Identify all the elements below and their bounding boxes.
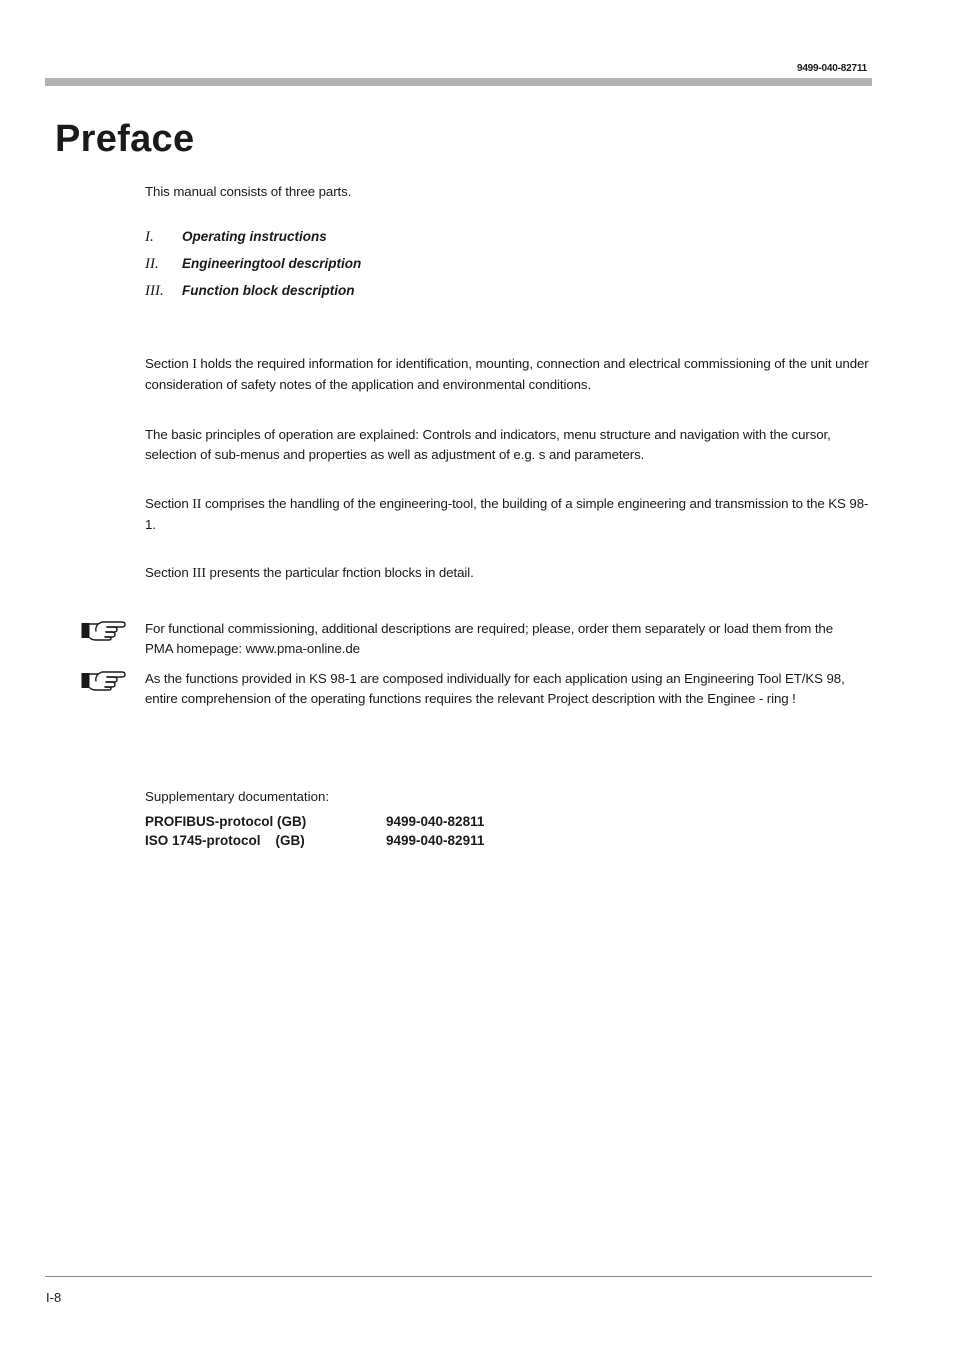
document-number: 9499-040-82711 xyxy=(796,63,867,74)
footer-rule xyxy=(45,1276,872,1277)
paragraph-text: holds the required information for identification, mounting, connection and electrical commissioning of the unit under consideration of safety notes of the application and environmental conditions. xyxy=(145,356,869,392)
part-number: I. xyxy=(145,229,154,245)
section-two-paragraph xyxy=(145,494,873,534)
note-text: As the functions provided in KS 98-1 are composed individually for each application using an Engineering Tool ET/KS 98, entire comprehension of the operating functions requires the relevant Project description with the Enginee - ring ! xyxy=(145,671,845,706)
part-name: Operating instructions xyxy=(182,229,327,244)
part-name: Engineeringtool description xyxy=(182,256,362,271)
intro-text: This manual consists of three parts. xyxy=(145,184,352,199)
paragraph-prefix: Section xyxy=(145,496,193,511)
doc-name: ISO 1745-protocol (GB) xyxy=(145,833,305,848)
part-number: III. xyxy=(145,283,164,299)
part-name: Function block description xyxy=(182,283,355,298)
doc-number: 9499-040-82911 xyxy=(386,833,485,848)
section-numeral: II xyxy=(192,497,202,512)
paragraph-text: comprises the handling of the engineering-tool, the building of a simple engineering and transmission to the KS 98-1. xyxy=(145,496,869,532)
doc-name: PROFIBUS-protocol (GB) xyxy=(145,814,307,829)
doc-row xyxy=(145,831,545,850)
pointing-hand-icon xyxy=(80,619,126,641)
section-numeral: I xyxy=(192,357,197,372)
section-three-paragraph xyxy=(145,563,873,584)
page-number: I-8 xyxy=(46,1290,62,1305)
doc-row xyxy=(145,812,545,831)
doc-number: 9499-040-82811 xyxy=(386,814,485,829)
part-number: II. xyxy=(145,256,159,272)
header-rule xyxy=(45,78,872,86)
pointing-hand-icon xyxy=(80,669,126,691)
section-numeral: III xyxy=(192,566,206,581)
paragraph-text: presents the particular fnction blocks in detail. xyxy=(205,565,474,580)
paragraph-prefix: Section xyxy=(145,565,193,580)
note-text: For functional commissioning, additional descriptions are required; please, order them separately or load them from the PMA homepage: www.pma-online.de xyxy=(145,621,834,656)
supplementary-label: Supplementary documentation: xyxy=(145,789,330,804)
paragraph-prefix: Section xyxy=(145,356,193,371)
page-title: Preface xyxy=(55,118,195,160)
section-one-paragraph xyxy=(145,354,873,394)
operation-principles-paragraph: The basic principles of operation are explained: Controls and indicators, menu structure and navigation with the cursor, selection of sub-menus and properties as well as adjustment of e.g. s and parameters. xyxy=(145,427,831,462)
